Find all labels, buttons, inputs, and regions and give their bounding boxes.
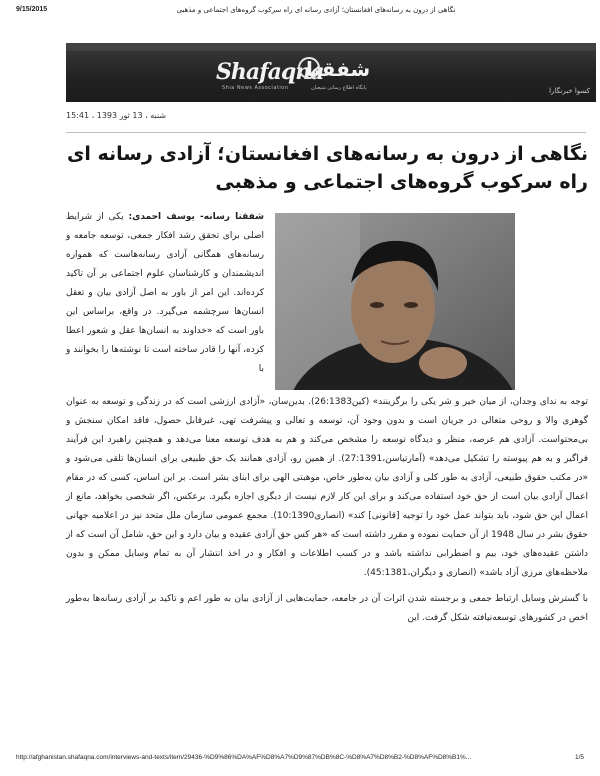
- body-paragraph-1: توجه به ندای وجدان، از میان خیر و شر یکی را برگزینند» (کین26:1383). بدین‌سان، «آزادی ارزشی است که در زندگی و توسعه به عنوان گوهری والا و روحی متعالی در جریان است و بدون وجود آن، توسعه و تعالی و پیشرفت تهی، غیرقابل حصول، فاقد امکان سنجش و بی‌محتواست. آزادی هم عرصه، منظر و دیدگاه توسعه را مشخص می‌کند و هم به هدف توسعه معنا می‌دهد و همچنین راهبرد این فرآیند فراگیر و به هم پیوسته را تشکیل می‌دهد» (آمارتیاسن،27:1391). از همین رو، آزادی همانند یک حق طبیعی برای انسان‌ها تلقی می‌شود و «در مکتب حقوق طبیعی، آزادی به طور کلی و آزادی بیان به‌طور خاص، موهبتی الهی برای ابنای بشر است. بر این اساس، کسی که در مقام اعمال آزادی بیان است از حق خود استفاده می‌کند و برای این کار لازم نیست از دیگری اجازه بگیرد. برعکس، اگر شخصی بخواهد، مانع از اعمال این حق شود، باید بتواند عمل خود را توجیه [قانونی] کند» (انصاری10:1390). مجمع عمومی سازمان ملل متحد نیز در اعلامیه جهانی حقوق بشر در سال 1948 از آن حمایت نموده و مقرر داشته است که «هر کس حق آزادی عقیده و بیان دارد و این حق، شامل آن است که از داشتن عقیده‌های خود، بیم و اضطرابی نداشته باشد و در کسب اطلاعات و افکار و در اخذ انتشار آن به تمام وسایل ممکن و بدون ملاحظه‌های مرزی آزاد باشد» (انصاری و دیگران،45:1381).: [66, 397, 589, 578]
- banner-stripe: [66, 43, 596, 51]
- article-body: [66, 393, 588, 628]
- article-headline: نگاهی از درون به رسانه‌های افغانستان؛ آزادی رسانه ای راه سرکوب گروه‌های اجتماعی و مذهبی: [66, 143, 588, 193]
- intro-text: یکی از شرایط اصلی برای تحقق رشد افکار جمعی، توسعه جامعه و رسانه‌های همگانی آزادی رسانه‌هاست که همواره اندیشمندان و کارشناسان علوم اجتماعی بر آن تاکید کرده‌اند. این امر از باور به اصل آزادی بیان و تعقل انسان‌ها سرچشمه می‌گیرد. در واقع، براساس این باور است که «خداوند به انسان‌ها عقل و شعور اعطا کرده، آنها را قادر ساخته است تا نوشته‌ها را بخوانند و با: [66, 212, 264, 374]
- article-intro: [66, 208, 264, 379]
- print-header: [16, 6, 584, 18]
- logo-subtitle-latin: Shia News Association: [222, 85, 289, 91]
- author-photo: [275, 213, 515, 390]
- logo-subtitle-persian: پایگاه اطلاع رسانی شیعیان: [311, 85, 367, 91]
- banner-right-label: کسوا خبرنگارا: [549, 87, 590, 95]
- logo-latin-text: Shafaqna: [216, 59, 324, 85]
- divider: [66, 132, 586, 133]
- site-banner[interactable]: [66, 43, 596, 102]
- logo-persian-text: شفقنا: [306, 57, 371, 81]
- print-date: 9/15/2015: [16, 6, 48, 13]
- article-byline: شفقنا رسانه- یوسف احمدی:: [128, 212, 264, 222]
- body-paragraph-2: با گسترش وسایل ارتباط جمعی و برجسته شدن اثرات آن در جامعه، حمایت‌هایی از آزادی بیان به طور اعم و تاکید بر آزادی رسانه‌ها به‌طور اخص در کشورهای توسعه‌نیافته شکل گرفت. این: [66, 594, 588, 623]
- article-date: شنبه ، 13 ثور 1393 ، 15:41: [66, 111, 167, 120]
- page-number: 1/5: [574, 754, 584, 761]
- print-footer: [16, 754, 584, 764]
- page-url-link[interactable]: http://afghanistan.shafaqna.com/interviews-and-texts/item/29436-%D9%86%DA%AF%D8%A7%D9%87%DB%8C-%D8%A7%D8%B2-%D8%AF%D8%B1%...: [16, 754, 472, 761]
- print-page-title: نگاهی از درون به رسانه‌های افغانستان؛ آزادی رسانه ای راه سرکوب گروه‌های اجتماعی و مذهبی: [176, 6, 456, 14]
